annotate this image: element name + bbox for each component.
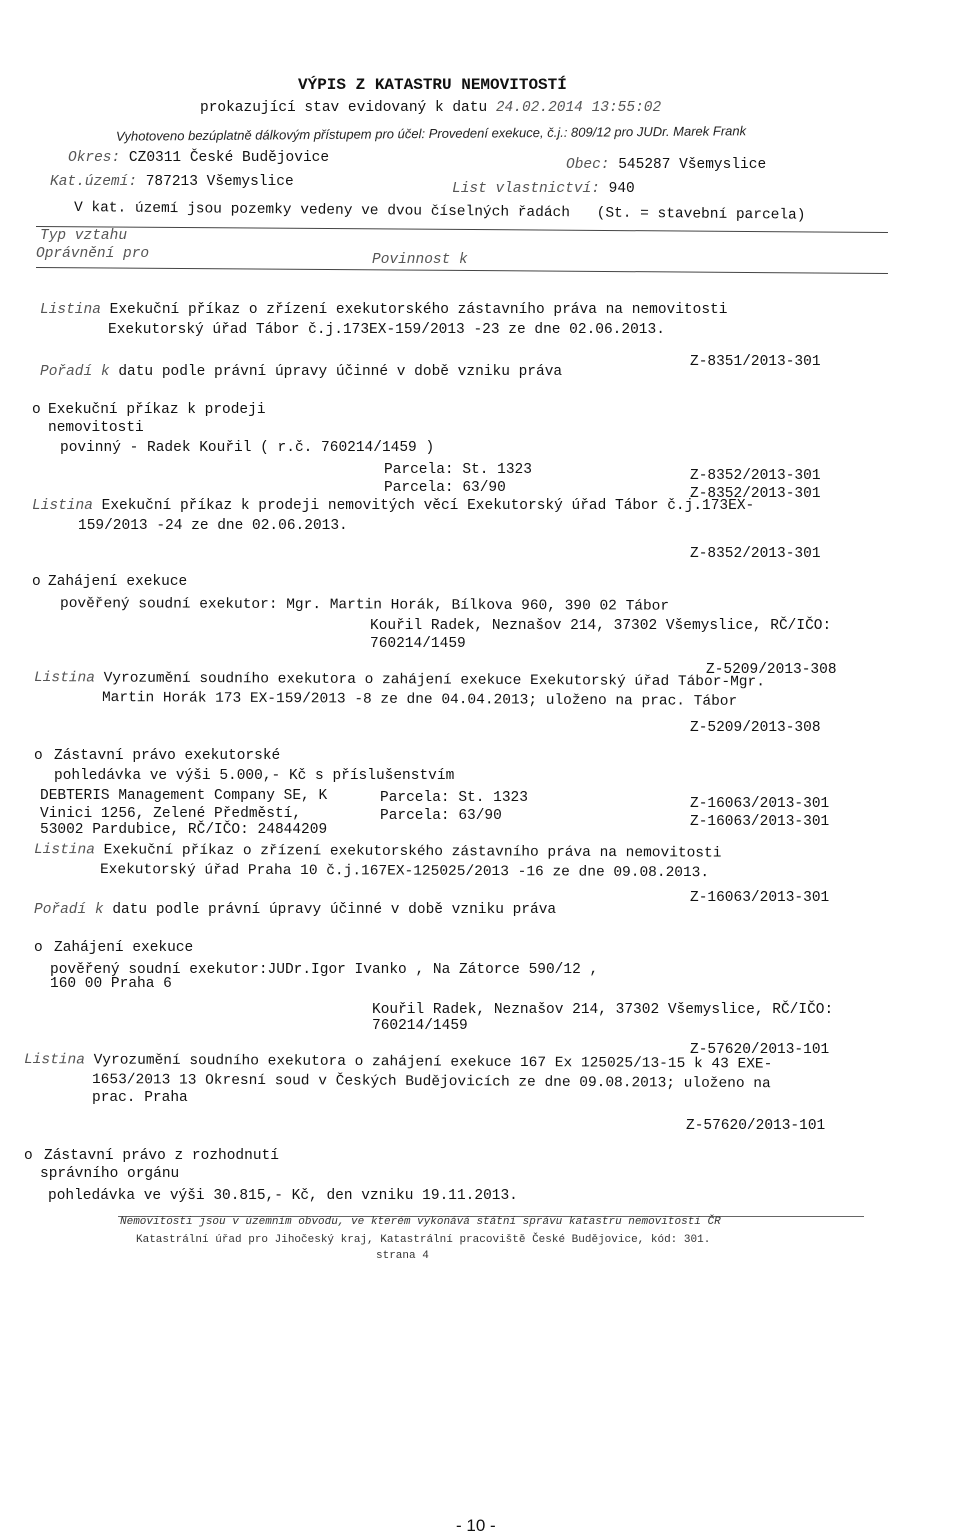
bullet-1-title: Exekuční příkaz k prodeji	[48, 402, 266, 418]
snapshot-date: 24.02.2014 13:55:02	[495, 100, 662, 116]
parcela-1a: Parcela: St. 1323	[384, 462, 532, 478]
z-reference: Z-57620/2013-101	[686, 1118, 826, 1134]
bullet-icon: o	[32, 574, 41, 590]
obec-value: 545287 Všemyslice	[618, 157, 767, 173]
poradi-2: Pořadí k datu podle právní úpravy účinné v době vzniku práva	[34, 902, 557, 918]
parcela-3a: Parcela: St. 1323	[380, 790, 528, 806]
z-reference: Z-16063/2013-301	[690, 890, 830, 906]
listina-2-line2: 159/2013 -24 ze dne 02.06.2013.	[78, 518, 348, 534]
bullet-2-line2: pověřený soudní exekutor: Mgr. Martin Horák, Bílkova 960, 390 02 Tábor	[59, 596, 670, 615]
z-reference: Z-8352/2013-301	[690, 486, 821, 502]
listina-4: Listina Exekuční příkaz o zřízení exekutorského zástavního práva na nemovitosti	[33, 842, 722, 862]
bullet-4-title: Zahájení exekuce	[54, 940, 194, 956]
parcela-3b: Parcela: 63/90	[380, 808, 502, 824]
bullet-3-line2: pohledávka ve výši 5.000,- Kč s příslušenstvím	[54, 768, 455, 784]
listina-3-line2: Martin Horák 173 EX-159/2013 -8 ze dne 04.04.2013; uloženo na prac. Tábor	[101, 690, 738, 710]
listina-3: Listina Vyrozumění soudního exekutora o zahájení exekuce Exekutorský úřad Tábor-Mgr.	[33, 670, 765, 691]
bullet-icon: o	[32, 402, 41, 418]
columns-divider	[36, 267, 888, 274]
lv-value: 940	[608, 181, 635, 197]
bullet-3-title: Zástavní právo exekutorské	[54, 748, 281, 764]
bullet-icon: o	[34, 748, 43, 764]
z-reference: Z-5209/2013-308	[706, 662, 837, 678]
z-reference: Z-8352/2013-301	[690, 546, 821, 562]
okres-value: CZ0311 České Budějovice	[128, 150, 330, 166]
z-reference: Z-57620/2013-101	[690, 1042, 830, 1058]
column-typ-vztahu: Typ vztahu	[40, 228, 128, 244]
katuzemi-value: 787213 Všemyslice	[145, 174, 294, 190]
bullet-1-line2: nemovitosti	[48, 420, 144, 436]
z-reference: Z-16063/2013-301	[690, 814, 830, 830]
bullet-5-line2: správního orgánu	[40, 1166, 180, 1182]
document-subtitle: prokazující stav evidovaný k datu 24.02.2014 13:55:02	[200, 100, 662, 116]
document-title: VÝPIS Z KATASTRU NEMOVITOSTÍ	[298, 76, 567, 94]
header-divider	[36, 226, 888, 233]
listina-1: Listina Exekuční příkaz o zřízení exekutorského zástavního práva na nemovitosti	[40, 302, 728, 318]
listina-5-line3: prac. Praha	[92, 1090, 188, 1106]
lv-row: List vlastnictví: 940	[452, 181, 635, 197]
footer-line-1: Nemovitosti jsou v územním obvodu, ve kterém vykonává státní správu katastru nemovitostí ČR	[120, 1216, 721, 1228]
katuzemi-row: Kat.území: 787213 Všemyslice	[50, 174, 294, 190]
bullet-3-line3: DEBTERIS Management Company SE, K	[40, 788, 328, 804]
bullet-4-line3: 160 00 Praha 6	[50, 976, 172, 992]
z-reference: Z-8351/2013-301	[690, 354, 821, 370]
okres-row: Okres: CZ0311 České Budějovice	[68, 150, 330, 166]
z-reference: Z-5209/2013-308	[690, 720, 821, 736]
bullet-5-line3: pohledávka ve výši 30.815,- Kč, den vzniku 19.11.2013.	[48, 1188, 518, 1204]
bullet-5-title: Zástavní právo z rozhodnutí	[44, 1148, 279, 1164]
parcel-series-note: V kat. území jsou pozemky vedeny ve dvou číselných řadách (St. = stavební parcela)	[73, 200, 806, 224]
column-opravneni-pro: Oprávnění pro	[36, 246, 150, 262]
bullet-4-line2: pověřený soudní exekutor:JUDr.Igor Ivanko , Na Zátorce 590/12 ,	[50, 962, 599, 978]
listina-5: Listina Vyrozumění soudního exekutora o zahájení exekuce 167 Ex 125025/13-15 k 43 EXE-	[23, 1052, 773, 1073]
generated-note: Vyhotoveno bezúplatně dálkovým přístupem pro účel: Provedení exekuce, č.j.: 809/12 pro JUDr. Marek Frank	[115, 123, 747, 144]
listina-1-line2: Exekutorský úřad Tábor č.j.173EX-159/2013 -23 ze dne 02.06.2013.	[108, 322, 665, 338]
listina-4-line2: Exekutorský úřad Praha 10 č.j.167EX-125025/2013 -16 ze dne 09.08.2013.	[99, 862, 710, 882]
bullet-2-title: Zahájení exekuce	[48, 574, 188, 590]
bullet-1-povinny: povinný - Radek Kouřil ( r.č. 760214/1459 )	[60, 440, 435, 456]
bullet-icon: o	[34, 940, 43, 956]
footer-page-label: strana 4	[376, 1250, 429, 1262]
bullet-4-line4: Kouřil Radek, Neznašov 214, 37302 Všemyslice, RČ/IČO:	[372, 1002, 834, 1018]
z-reference: Z-16063/2013-301	[690, 796, 830, 812]
bullet-3-line4: Vinici 1256, Zelené Předměstí,	[40, 806, 302, 822]
page-number: - 10 -	[456, 1516, 496, 1535]
listina-2: Listina Exekuční příkaz k prodeji nemovitých věcí Exekutorský úřad Tábor č.j.173EX-	[32, 498, 755, 514]
bullet-2-line4: 760214/1459	[370, 636, 466, 652]
z-reference: Z-8352/2013-301	[690, 468, 821, 484]
obec-row: Obec: 545287 Všemyslice	[566, 157, 767, 173]
listina-5-line2: 1653/2013 13 Okresní soud v Českých Budějovicích ze dne 09.08.2013; uloženo na	[91, 1072, 771, 1093]
bullet-icon: o	[24, 1148, 33, 1164]
bullet-2-line3: Kouřil Radek, Neznašov 214, 37302 Všemyslice, RČ/IČO:	[370, 618, 832, 634]
column-povinnost-k: Povinnost k	[372, 252, 468, 268]
poradi-1: Pořadí k datu podle právní úpravy účinné v době vzniku práva	[40, 364, 563, 380]
parcela-1b: Parcela: 63/90	[384, 480, 506, 496]
bullet-3-line5: 53002 Pardubice, RČ/IČO: 24844209	[40, 822, 328, 838]
footer-line-2: Katastrální úřad pro Jihočeský kraj, Katastrální pracoviště České Budějovice, kód: 301.	[136, 1234, 711, 1246]
bullet-4-line5: 760214/1459	[372, 1018, 468, 1034]
